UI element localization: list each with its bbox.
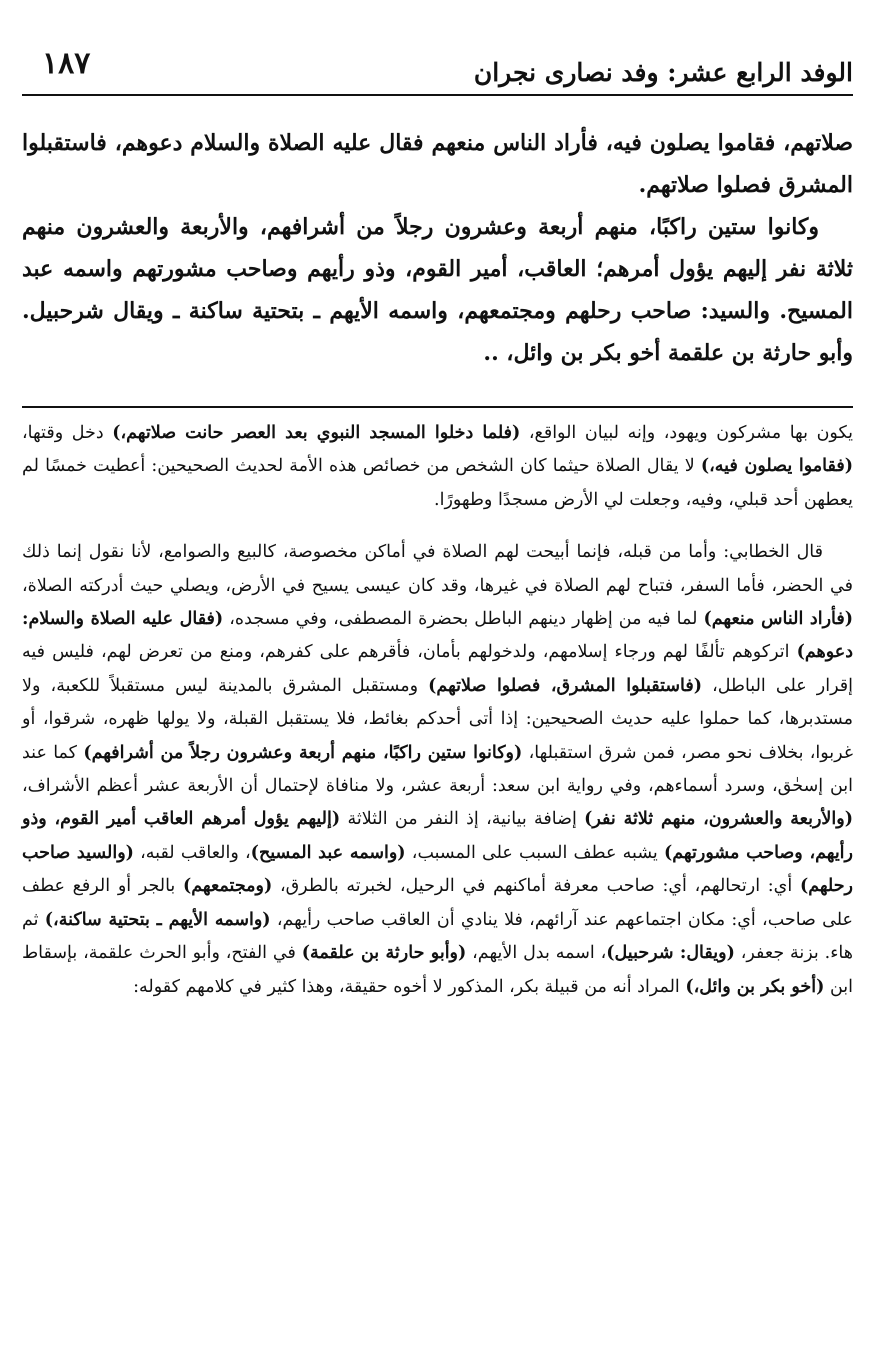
quoted-text: (والأربعة والعشرون، منهم ثلاثة نفر) [584, 809, 853, 830]
main-paragraph-1: صلاتهم، فقاموا يصلون فيه، فأراد الناس منعهم فقال عليه الصلاة والسلام دعوهم، فاستقبلوا المشرق فصلوا صلاتهم. [22, 130, 853, 198]
commentary-text: في الفتح، وأبو الحرث علقمة، بإسقاط ابن [22, 943, 853, 997]
page-number: ١٨٧ [42, 46, 91, 81]
commentary-text: أي: ارتحالهم، أي: صاحب معرفة أماكنهم في الرحيل، لخبرته بالطرق، [272, 876, 800, 897]
quoted-text: (فقاموا يصلون فيه،) [700, 456, 853, 477]
quoted-text: (ويقال: شرحبيل) [606, 943, 735, 964]
commentary-text: ، والعاقب لقبه، [133, 842, 251, 863]
quoted-text: (فلما دخلوا المسجد النبوي بعد العصر حانت صلاتهم،) [112, 423, 521, 443]
commentary-text: كما عند ابن إسحٰق، وسرد أسماءهم، وفي رواية ابن سعد: أربعة عشر، ولا منافاة لإحتمال أن الأربعة عشر أعظم الأشراف، [22, 742, 853, 797]
commentary-text: إضافة بيانية، إذ النفر من الثلاثة [340, 809, 585, 830]
quoted-text: (والسيد صاحب رحلهم) [22, 842, 853, 897]
quoted-text: (وأبو حارثة بن علقمة) [301, 943, 467, 964]
running-title: الوفد الرابع عشر: وفد نصارى نجران [473, 58, 853, 87]
commentary-text: ثم هاء. بزنة جعفر، [22, 909, 853, 964]
commentary-text: اتركوهم تألفًا لهم ورجاء إسلامهم، ولدخولهم بأمان، فأقرهم على كفرهم، ومنع من تعرض لهم، فليس فيه إقرار على الباطل، [22, 642, 853, 696]
commentary-text: قال الخطابي: وأما من قبله، فإنما أبيحت لهم الصلاة في أماكن مخصوصة، كالبيع والصوامع، لأنا نقول إنما ذلك في الحضر، فأما السفر، فتباح لهم الصلاة في غيرها، وقد كان عيسى يسيح في الأرض، ويصلي حيث أدركته الصلاة، [22, 542, 853, 596]
commentary-text: المراد أنه من قبيلة بكر، المذكور لا أخوه حقيقة، وهذا كثير في كلامهم كقوله: [133, 976, 686, 997]
quoted-text: (وكانوا ستين راكبًا، منهم أربعة وعشرون رجلاً من أشرافهم) [83, 742, 523, 763]
header-rule [22, 94, 853, 96]
commentary-text: ، اسمه بدل الأيهم، [466, 943, 607, 964]
commentary-paragraph-2 [22, 536, 853, 1004]
main-text [22, 122, 853, 374]
commentary-text: يشبه عطف السبب على المسبب، [405, 842, 664, 863]
quoted-text: (فأراد الناس منعهم) [703, 609, 853, 630]
quoted-text: (ومجتمعهم) [183, 876, 273, 897]
page-header [24, 40, 853, 90]
quoted-text: (فاستقبلوا المشرق، فصلوا صلاتهم) [428, 675, 703, 696]
commentary-text: لما فيه من إظهار دينهم الباطل بحضرة المصطفى، وفي مسجده، [223, 609, 704, 630]
commentary-separator [22, 406, 853, 408]
commentary-text: دخل وقتها، [22, 423, 113, 443]
quoted-text: (فقال عليه الصلاة والسلام: دعوهم) [22, 609, 853, 663]
commentary-text: ومستقبل المشرق بالمدينة ليس مستقبلاً للكعبة، ولا مستدبرها، كما حملوا عليه حديث الصحيحين: إذا أتى أحدكم بغائط، فلا يستقبل القبلة، ولا يولها ظهره، شرقوا، أو غربوا، بخلاف نحو مصر، فمن شرق استقبلها، [22, 675, 853, 763]
commentary-text: لا يقال الصلاة حيثما كان الشخص من خصائص هذه الأمة لحديث الصحيحين: أعطيت خمسًا لم يعطهن أحد قبلي، وفيه، وجعلت لي الأرض مسجدًا وطهورًا. [22, 456, 853, 510]
main-paragraph-2: وكانوا ستين راكبًا، منهم أربعة وعشرون رجلاً من أشرافهم، والأربعة والعشرون منهم ثلاثة نفر إليهم يؤول أمرهم؛ العاقب، أمير القوم، وذو رأيهم وصاحب مشورتهم واسمه عبد المسيح. والسيد: صاحب رحلهم ومجتمعهم، واسمه الأيهم ـ بتحتية ساكنة ـ ويقال شرحبيل. وأبو حارثة بن علقمة أخو بكر بن وائل، .. [22, 214, 853, 366]
quoted-text: (أخو بكر بن وائل،) [685, 976, 825, 997]
quoted-text: (إليهم يؤول أمرهم العاقب أمير القوم، وذو رأيهم، وصاحب مشورتهم) [22, 809, 853, 863]
commentary-paragraph-1 [22, 417, 853, 517]
commentary-text: بالجر أو الرفع عطف على صاحب، أي: مكان اجتماعهم عند آرائهم، فلا ينادي أن العاقب صاحب رأيهم، [22, 876, 853, 930]
commentary [22, 417, 853, 1004]
quoted-text: (واسمه الأيهم ـ بتحتية ساكنة،) [44, 909, 271, 930]
commentary-text: يكون بها مشركون ويهود، وإنه لبيان الواقع، [520, 423, 854, 443]
quoted-text: (واسمه عبد المسيح) [250, 842, 406, 863]
